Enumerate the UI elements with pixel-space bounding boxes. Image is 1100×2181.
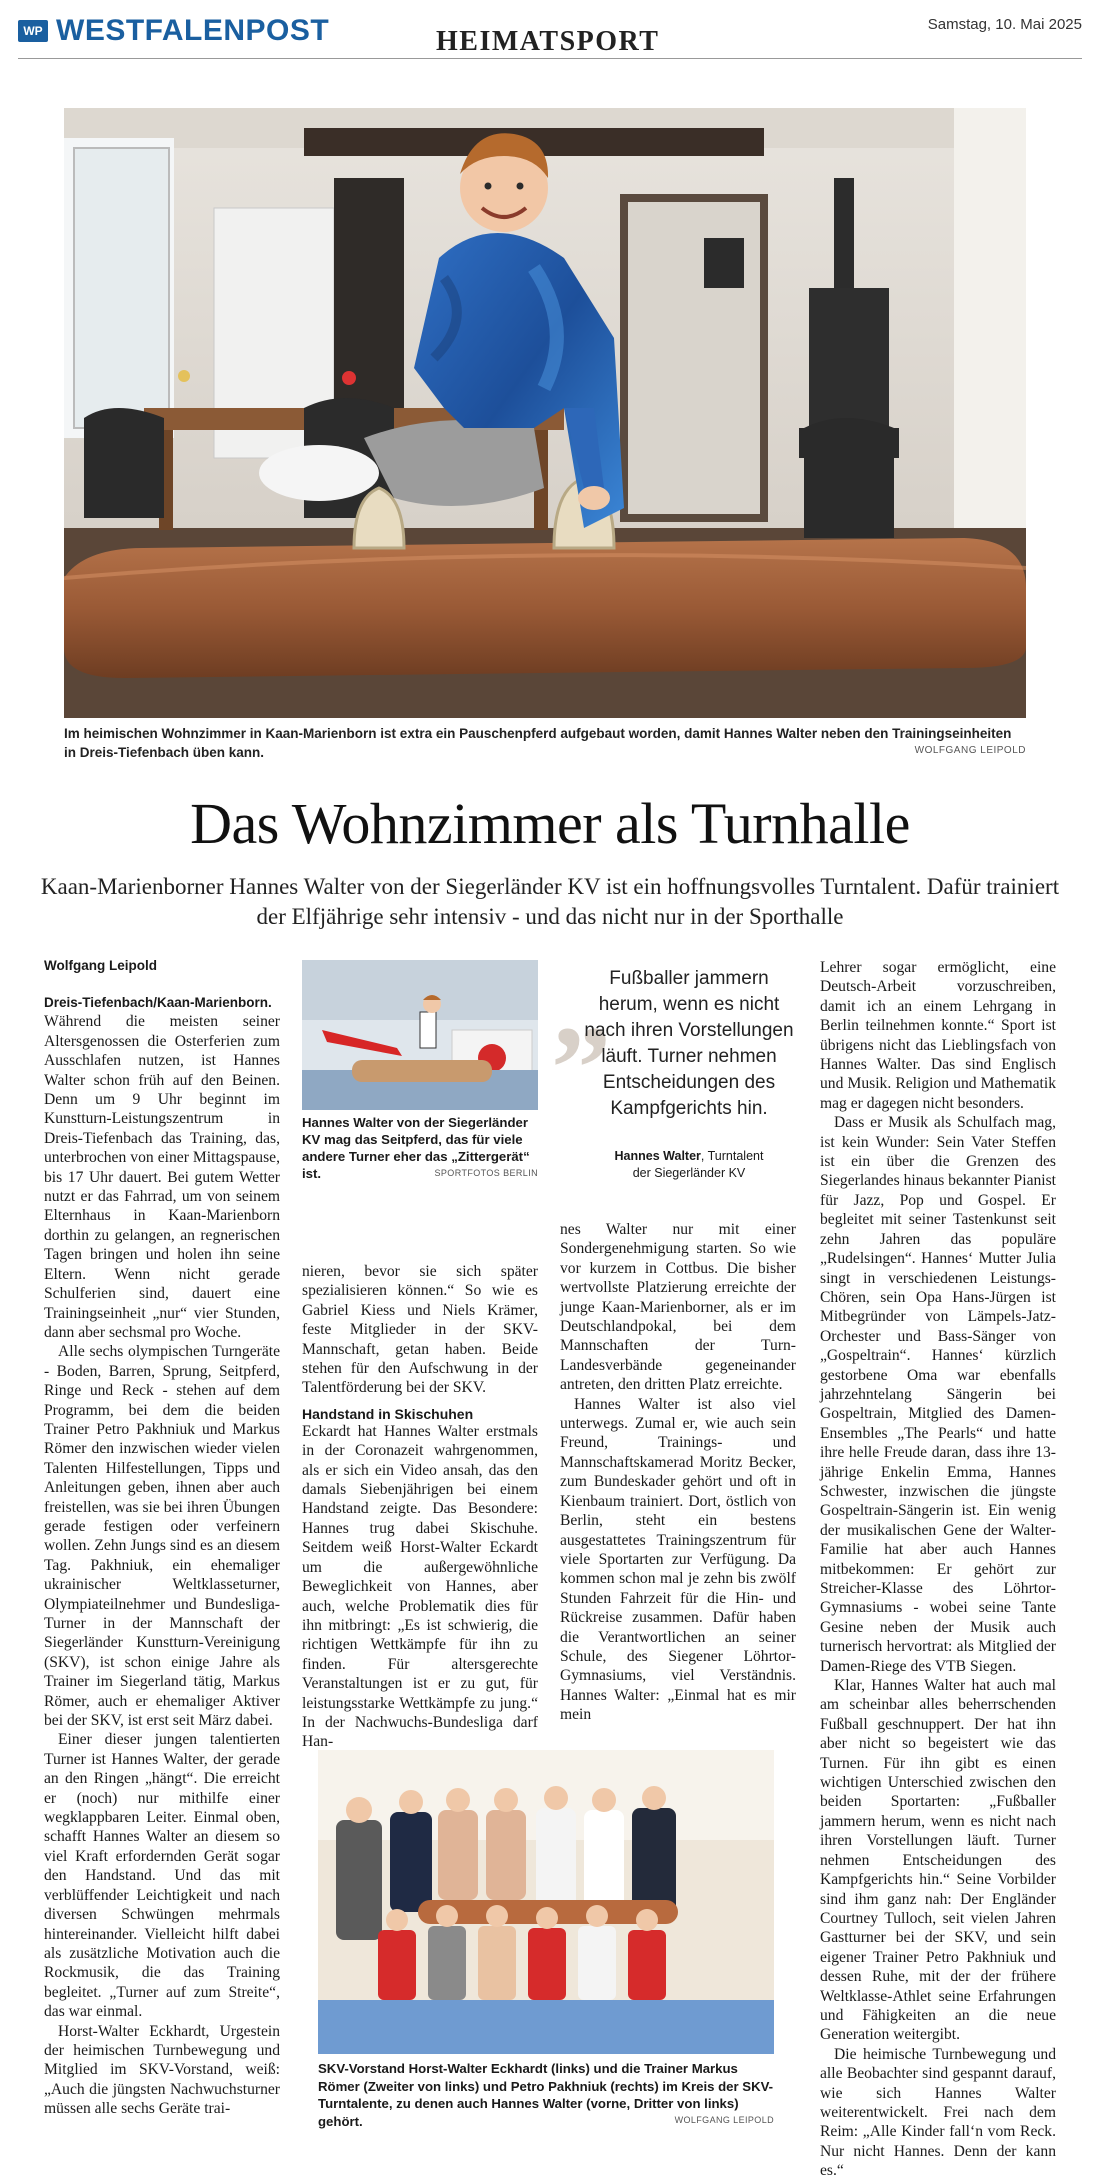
team-photo	[318, 1750, 774, 2054]
quote-author: Hannes Walter	[614, 1149, 701, 1163]
article-column-2	[302, 1262, 538, 1752]
team-photo-caption-text: SKV-Vorstand Horst-Walter Eckhardt (links) und die Trainer Markus Römer (Zweiter von links) und Petro Pakhniuk (rechts) im Kreis der SKV-Turntalente, zu denen auch Hannes Walter (vorne, Dritter von links) gehört.	[318, 2061, 774, 2129]
gym-photo	[302, 960, 538, 1110]
article-paragraph: nes Walter nur mit einer Sondergenehmigung starten. So wie vor kurzem in Cottbus. Die bisher wertvollste Platzierung erreichte der junge Kaan-Marienborner, als er im Deutschlandpokal, bei dem Mannschaften der Turn-Landesverbände gegeneinander antreten, den dritten Platz erreichte.	[560, 1221, 796, 1394]
section-title: HEIMATSPORT	[436, 26, 660, 57]
article-paragraph: Hannes Walter ist also viel unterwegs. Zumal er, wie auch sein Freund, Trainings- und Mannschaftskamerad Moritz Becker, zum Bundeskader gehört und oft in Kienbaum trainiert. Dort, östlich von Berlin, steht ein bestens ausgestattetes Trainingszentrum für viele Sportarten zur Verfügung. Da kommen schon mal je zehn bis zwölf Stunden Fahrzeit für die Hin- und Rückreise zusammen. Dafür haben die Verantwortlichen an seiner Schule, des Siegener Löhrtor-Gymnasiums, viel Verständnis. Hannes Walter: „Einmal hat es mir mein	[560, 1395, 796, 1724]
newspaper-logo-badge: WP	[18, 20, 48, 42]
dateline: Dreis-Tiefenbach/Kaan-Marienborn.	[44, 995, 272, 1010]
section-subheading: Handstand in Skischuhen	[302, 1405, 474, 1422]
team-group-illustration	[318, 1750, 774, 2054]
team-photo-credit: WOLFGANG LEIPOLD	[674, 2114, 774, 2125]
pommel-horse-gym-illustration	[302, 960, 538, 1110]
quote-role-line2: der Siegerländer KV	[632, 1166, 746, 1180]
article-paragraph: Horst-Walter Eckhardt, Urgestein der heimischen Turnbewegung und Mitglied im SKV-Vorstand, weiß: „Auch die jüngsten Nachwuchsturner müssen alle sechs Geräte trai-	[44, 2022, 280, 2118]
newspaper-name: WESTFALENPOST	[56, 14, 330, 47]
article-paragraph: Klar, Hannes Walter hat auch mal am scheinbar alles beherrschenden Fußball geschnuppert. Der hat ihn aber nicht so begeistert wie das Turnen. Für ihn gibt es einen wichtigen Unterschied zwischen den beiden Sportarten: „Fußballer jammern herum, wenn es nicht nach ihren Vorstellungen läuft. Turner nehmen Entscheidungen des Kampfgerichts hin.“ Seine Vorbilder sind ihm ganz nah: Der Engländer Courtney Tulloch, seit vielen Jahren Gastturner bei der SKV, und sein eigener Trainer Petro Pakhniuk und dessen Ruhe, mit der der frühere Weltklasse-Athlet seine Erfahrungen und Fähigkeiten an die neue Generation weitergibt.	[820, 1677, 1056, 2044]
pull-quote-attribution	[580, 1148, 798, 1182]
pull-quote: Fußballer jammern herum, wenn es nicht nach ihren Vorstellungen läuft. Turner nehmen Entscheidungen des Kampfgerichts hin.	[584, 968, 794, 1119]
article-column-1	[44, 993, 280, 2119]
gym-photo-caption	[302, 1114, 538, 1182]
article-paragraph: Dass er Musik als Schulfach mag, ist kein Wunder: Sein Vater Steffen ist ein über die Grenzen des Siegerlandes hinaus bekannter Pianist für Jazz, Pop und Gospel. Er begleitet mit seiner Tastenkunst seit zehn Jahren das populäre „Rudelsingen“. Hannes‘ Mutter Julia singt in verschiedenen Leistungs-Chören, sein Opa Hans-Jürgen ist Mitbegründer von Lämpels-Jatz-Orchester und Bass-Sänger von „Gospeltrain“. Hannes‘ kürzlich gestorbene Oma war ebenfalls jahrzehntelang Sängerin bei Gospeltrain, Mitglied des Damen-Ensembles „The Pearls“ und hatte ihre helle Freude daran, dass ihre 13-jährige Enkelin Emma, Hannes Schwester, inzwischen die jüngste Gospeltrain-Sängerin ist. Ein wenig der musikalischen Gene der Walter-Familie hat aber auch Hannes mitbekommen: Er gehört zur Streicher-Klasse des Löhrtor-Gymnasiums - wobei seine Tante Gesine neben der Musik auch turnerisch hervortrat: als Mitglied der Damen-Riege des VTB Siegen.	[820, 1114, 1057, 1675]
article-column-4	[820, 958, 1056, 2181]
article-paragraph: Einer dieser jungen talentierten Turner ist Hannes Walter, der gerade an den Ringen „hängt“. Die erreicht er (noch) nur mithilfe einer wegklappbaren Leiter. Einmal oben, schafft Hannes Walter an diesem so viel Kraft erfordernden Gerät sogar den Handstand. Und das mit verblüffender Leichtigkeit und nach diversen Schwüngen mehrmals hintereinander. Vielleicht hilft dabei als zusätzliche Motivation auch die Rockmusik, die das Training begleitet. „Turner auf zum Streite“, das war einmal.	[44, 1731, 280, 2021]
quote-role: , Turntalent	[700, 1149, 764, 1163]
article-text: Während die meisten seiner Altersgenossen die Osterferien zum Ausschlafen nutzen, ist Hannes Walter schon früh auf den Beinen. Denn um 9 Uhr beginnt im Kunstturn-Leistungszentrum in Dreis-Tiefenbach das Training, das, unterbrochen von einer Mittagspause, bis 17 Uhr dauert. Bei gutem Wetter nutzt er das Fahrrad, um von seinem Elternhaus in Kaan-Marienborn dorthin zu gelangen, an regnerischen Tagen bringen und holen ihn seine Eltern. Wenn nicht gerade Schulferien sind, dauert eine Trainingseinheit „nur“ vier Stunden, dann aber sechsmal pro Woche.	[44, 1013, 280, 1341]
team-photo-caption	[318, 2060, 774, 2130]
byline: Wolfgang Leipold	[44, 958, 157, 973]
subheadline: Kaan-Marienborner Hannes Walter von der Siegerländer KV ist ein hoffnungsvolles Turntalent. Dafür trainiert der Elfjährige sehr intensiv - und das nicht nur in der Sporthalle	[40, 874, 1060, 929]
gym-photo-credit: SPORTFOTOS BERLIN	[434, 1168, 538, 1178]
quote-mark-icon: „	[552, 939, 612, 1072]
article-paragraph: Lehrer sogar ermöglicht, eine Deutsch-Arbeit vorzuschreiben, damit ich an einem Lehrgang in Berlin teilnehmen konnte.“ Sport ist übrigens nicht das Lieblingsfach von Hannes Walter. Das sind Englisch und Musik. Religion und Mathematik mag er dagegen nicht besonders.	[820, 959, 1056, 1112]
article-paragraph: Die heimische Turnbewegung und alle Beobachter sind gespannt darauf, wie sich Hannes Walter weiterentwickelt. Frei nach dem Reim: „Alle Kinder fall‘n vom Reck. Nur nicht Hannes. Denn der kann es.“	[820, 2045, 1056, 2180]
headline: Das Wohnzimmer als Turnhalle	[190, 791, 910, 856]
article-paragraph: Alle sechs olympischen Turngeräte - Boden, Barren, Sprung, Seitpferd, Ringe und Reck - stehen auf dem Programm, bei dem die beiden Trainer Petro Pakhniuk und Markus Römer den inzwischen wieder vielen Talenten Hilfestellungen, Tipps und Anleitungen geben, ihnen aber auch freistellen, was sie bei ihren Übungen gerade festigen oder verfeinern wollen. Zehn Jungs sind es an diesem Tag. Pakhniuk, ein ehemaliger ukrainischer Weltklasseturner, Olympiateilnehmer und Bundesliga-Turner in der Mannschaft der Siegerländer Kunstturn-Vereinigung (SKV), ist schon einige Jahre als Trainer im Siegerland tätig, Markus Römer, auch er ehemaliger Aktiver bei der SKV, ist erst seit März dabei.	[44, 1343, 280, 1730]
living-room-gymnast-illustration	[64, 108, 1026, 718]
article-column-3	[560, 1220, 796, 1725]
issue-date: Samstag, 10. Mai 2025	[927, 16, 1082, 33]
main-photo	[64, 108, 1026, 718]
main-photo-credit: WOLFGANG LEIPOLD	[914, 745, 1026, 756]
masthead	[18, 14, 1082, 59]
article-paragraph: nieren, bevor sie sich später spezialisieren können.“ So wie es Gabriel Kiess und Niels Krämer, feste Mitglieder in der SKV-Mannschaft, getan haben. Beide stehen für den Aufschwung in der Talentförderung bei der SKV.	[302, 1263, 538, 1397]
main-photo-caption	[64, 724, 1026, 762]
article-paragraph: Eckardt hat Hannes Walter erstmals in der Coronazeit wahrgenommen, als er sich ein Video ansah, das den damals Siebenjährigen bei einem Handstand zeigte. Das Besondere: Hannes trug dabei Skischuhe. Seitdem weiß Horst-Walter Eckardt um die außergewöhnliche Beweglichkeit von Hannes, aber auch, welche Problematik dies für ihn mitbringt: „Es ist schwierig, die richtigen Wettkämpfe für ihn zu finden. Für altersgerechte Veranstaltungen ist er zu gut, für leistungsstarke Wettkämpfe zu jung.“ In der Nachwuchs-Bundesliga darf Han-	[302, 1422, 538, 1751]
gym-photo-caption-text: Hannes Walter von der Siegerländer KV mag das Seitpferd, das für viele andere Turner eher das „Zittergerät“ ist.	[302, 1115, 530, 1181]
main-photo-caption-text: Im heimischen Wohnzimmer in Kaan-Marienborn ist extra ein Pauschenpferd aufgebaut worden, damit Hannes Walter neben den Trainingseinheiten in Dreis-Tiefenbach üben kann.	[64, 726, 1012, 760]
article-paragraph	[44, 993, 280, 1342]
